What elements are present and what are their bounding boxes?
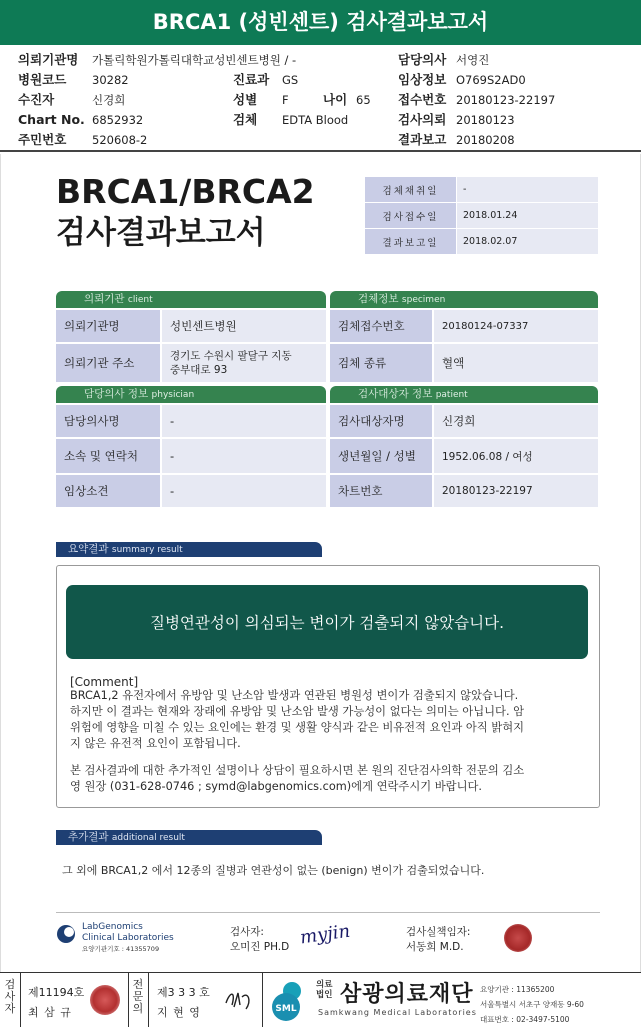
patient-section-header [330, 386, 598, 403]
lab-cert: 요양기관기호 : 41355709 [82, 945, 160, 953]
director-stamp [504, 924, 532, 952]
org-address-line: 서울특별시 서초구 양재동 9-60 [480, 1000, 584, 1009]
contact-line: 영 원장 (031-628-0746 ; symd@labgenomics.com)에게 연락주시기 바랍니다. [70, 780, 482, 793]
additional-section-title: 추가결과 [68, 831, 109, 843]
resident-label: 주민번호 [18, 132, 67, 147]
additional-result-text: 그 외에 BRCA1,2 에서 12종의 질병과 연관성이 없는 (benign) 변이가 검출되었습니다. [62, 864, 485, 877]
dept-label: 진료과 [233, 72, 270, 87]
clinical-opinion-value: - [162, 475, 326, 507]
patient-section-sub: patient [435, 390, 468, 400]
summary-section-title: 요약결과 [68, 543, 109, 555]
doctor-value: 서영진 [456, 53, 490, 67]
footer-divider [56, 912, 600, 913]
request-label: 검사의뢰 [398, 112, 447, 127]
hospital-code-value: 30282 [92, 73, 129, 87]
specimen-receipt-label: 검체접수번호 [330, 310, 432, 342]
patient-name-value: 신경희 [434, 405, 598, 437]
tester-name: 오미진 PH.D [230, 941, 290, 953]
request-value: 20180123 [456, 113, 515, 127]
doctor-label: 담당의사 [398, 52, 447, 67]
tester-vertical-label: 검사자 [4, 978, 16, 1015]
comment-line: 위험에 영향을 미칠 수 있는 요인에는 환경 및 생활 양식과 같은 비유전적 요인과 아직 밝혀지 [70, 721, 525, 734]
chart-label: Chart No. [18, 112, 85, 127]
sex-value: F [282, 93, 289, 107]
scanned-report [0, 154, 641, 972]
sex-label: 성별 [233, 92, 258, 107]
report-title-line1: BRCA1/BRCA2 [56, 172, 315, 211]
age-label: 나이 [323, 92, 348, 107]
comment-line: 지 않은 유전적 요인이 포함됩니다. [70, 737, 241, 750]
chart-number-value: 20180123-22197 [434, 475, 598, 507]
date-label: 결과보고일 [365, 229, 457, 255]
age-value: 65 [356, 93, 371, 107]
specialist-vertical-label: 전문의 [132, 978, 144, 1015]
date-row [365, 229, 599, 255]
specimen-label: 검체 [233, 112, 258, 127]
contact-line: 본 검사결과에 대한 추가적인 설명이나 상담이 필요하시면 본 원의 진단검사의학 전문의 김소 [70, 764, 525, 777]
client-name-label: 의뢰기관명 [56, 310, 160, 342]
receipt-value: 20180123-22197 [456, 93, 556, 107]
report-dates-table [364, 176, 599, 255]
report-value: 20180208 [456, 133, 515, 147]
additional-section-sub: additional result [111, 833, 185, 843]
patient-name-label: 검사대상자명 [330, 405, 432, 437]
client-address-label: 의뢰기관 주소 [56, 344, 160, 382]
patient-value: 신경희 [92, 93, 126, 107]
client-section-title: 의뢰기관 [84, 293, 125, 305]
tester-bottom-name: 최 삼 규 [28, 1006, 72, 1019]
bottom-signature-strip [0, 972, 641, 1026]
date-value: 2018.02.07 [457, 229, 599, 255]
date-label: 검사접수일 [365, 203, 457, 229]
sml-logo-icon [268, 979, 312, 1027]
org-contact-info [480, 982, 584, 1027]
physician-contact-label: 소속 및 연락처 [56, 439, 160, 473]
physician-contact-value: - [162, 439, 326, 473]
tester-signature: myjin [298, 920, 352, 949]
date-row [365, 203, 599, 229]
sml-logo-text: SML [275, 1004, 297, 1014]
org-phone-line: 대표번호 : 02-3497-5100 [480, 1015, 570, 1024]
specimen-section-title: 검체정보 [358, 293, 399, 305]
physician-name-label: 담당의사명 [56, 405, 160, 437]
specialist-license: 제3 3 3 호 [157, 986, 210, 999]
comment-title: [Comment] [70, 675, 139, 689]
specimen-receipt-value: 20180124-07337 [434, 310, 598, 342]
lab-name [82, 922, 174, 955]
client-name-value: 성빈센트병원 [162, 310, 326, 342]
labgenomics-logo-icon [56, 924, 76, 948]
page-title: BRCA1 (성빈센트) 검사결과보고서 [0, 0, 641, 45]
birthdate-sex-value: 1952.06.08 / 여성 [434, 439, 598, 473]
specimen-type-label: 검체 종류 [330, 344, 432, 382]
physician-name-value: - [162, 405, 326, 437]
org-code-line: 요양기관 : 11365200 [480, 985, 555, 994]
client-section-header [56, 291, 326, 308]
chart-value: 6852932 [92, 113, 144, 127]
tester-label: 검사자: [230, 926, 264, 938]
tester-stamp [90, 985, 120, 1015]
hospital-code-label: 병원코드 [18, 72, 67, 87]
specimen-value: EDTA Blood [282, 113, 349, 127]
director-name: 서동희 M.D. [406, 941, 464, 953]
birthdate-sex-label: 생년월일 / 성별 [330, 439, 432, 473]
org-name: 삼광의료재단 [340, 982, 474, 1007]
date-row [365, 177, 599, 203]
clinical-value: O769S2AD0 [456, 73, 526, 87]
date-value: - [457, 177, 599, 203]
specialist-name: 지 현 영 [157, 1006, 201, 1019]
date-value: 2018.01.24 [457, 203, 599, 229]
summary-section-header [56, 542, 322, 557]
physician-section-sub: physician [151, 390, 195, 400]
summary-banner: 질병연관성이 의심되는 변이가 검출되지 않았습니다. [66, 585, 588, 659]
clinical-opinion-label: 임상소견 [56, 475, 160, 507]
chart-number-label: 차트번호 [330, 475, 432, 507]
specimen-type-value: 혈액 [434, 344, 598, 382]
additional-section-header [56, 830, 322, 845]
comment-line: 하지만 이 결과는 현재와 장래에 유방암 및 난소암 발생 가능성이 없다는 의미는 아닙니다. 암 [70, 705, 525, 718]
comment-line: BRCA1,2 유전자에서 유방암 및 난소암 발생과 연관된 병원성 변이가 검출되지 않았습니다. [70, 689, 519, 702]
patient-label: 수진자 [18, 92, 55, 107]
report-label: 결과보고 [398, 132, 447, 147]
org-prefix: 의료법인 [316, 980, 333, 1000]
receipt-label: 접수번호 [398, 92, 447, 107]
specialist-signature-icon [222, 987, 256, 1019]
date-label: 검체채취일 [365, 177, 457, 203]
client-address-value: 경기도 수원시 팔달구 지동 중부대로 93 [162, 344, 326, 382]
specimen-section-sub: specimen [401, 295, 446, 305]
report-title-line2: 검사결과보고서 [56, 215, 266, 251]
lab-name-line1: LabGenomics [82, 922, 143, 932]
org-english-name: Samkwang Medical Laboratories [318, 1008, 477, 1017]
institution-label: 의뢰기관명 [18, 52, 79, 67]
summary-section-sub: summary result [111, 545, 183, 555]
patient-section-title: 검사대상자 정보 [358, 388, 433, 400]
physician-section-header [56, 386, 326, 403]
client-section-sub: client [127, 295, 153, 305]
resident-value: 520608-2 [92, 133, 148, 147]
clinical-label: 임상정보 [398, 72, 447, 87]
institution-value: 가톨릭학원가톨릭대학교성빈센트병원 / - [92, 53, 297, 67]
header-info [0, 46, 641, 152]
director-label: 검사실책임자: [406, 926, 471, 938]
physician-section-title: 담당의사 정보 [84, 388, 149, 400]
dept-value: GS [282, 73, 299, 87]
lab-name-line2: Clinical Laboratories [82, 933, 174, 943]
specimen-section-header [330, 291, 598, 308]
tester-license: 제11194호 [28, 986, 85, 999]
